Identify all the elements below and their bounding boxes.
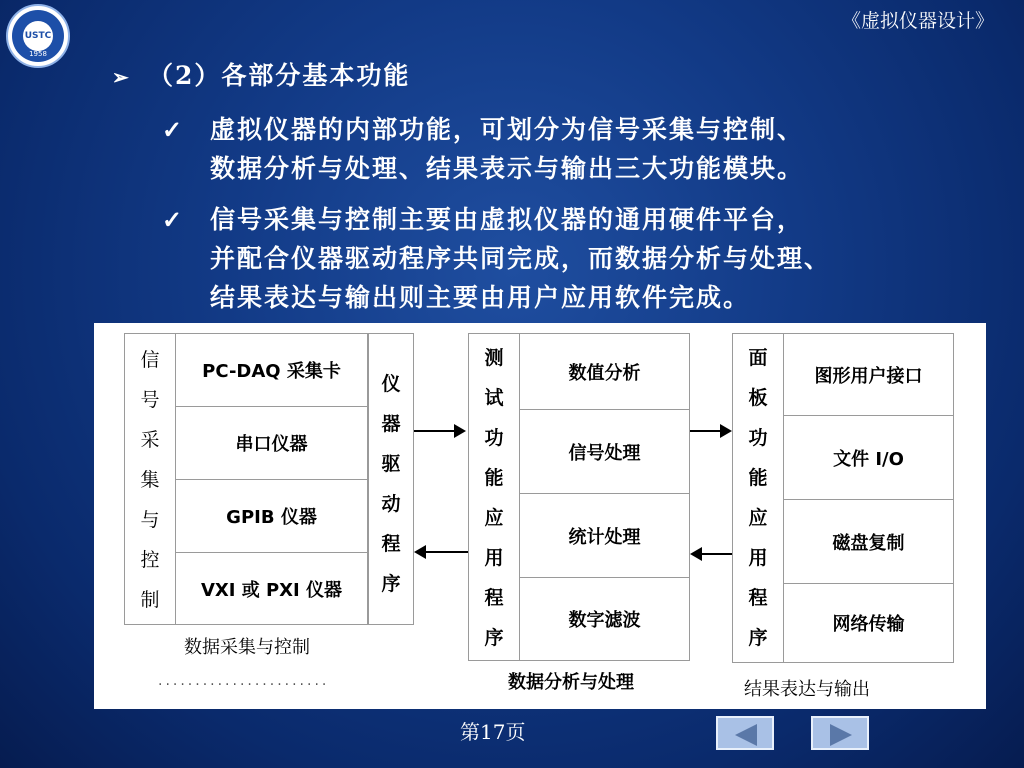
checkmark-icon: ✓ <box>162 115 185 144</box>
course-title: 《虚拟仪器设计》 <box>841 10 994 32</box>
arrow-bullet-icon: ➢ <box>112 65 131 89</box>
output-side-label: 面 板 功 能 应 用 程 序 <box>748 347 768 649</box>
cell-numeric-analysis: 数值分析 <box>520 334 689 410</box>
output-side-column <box>733 334 784 662</box>
cell-network-transfer: 网络传输 <box>832 614 905 635</box>
arrow-analysis-to-output <box>690 430 730 432</box>
triangle-right-icon <box>830 724 852 746</box>
cell-statistical-processing: 统计处理 <box>520 494 689 578</box>
cell-disk-copy: 磁盘复制 <box>784 500 953 584</box>
acquisition-caption: 数据采集与控制 <box>184 637 310 658</box>
arrow-analysis-to-driver <box>416 551 468 553</box>
cell-gui: 图形用户接口 <box>784 334 953 416</box>
analysis-caption: 数据分析与处理 <box>508 672 634 693</box>
output-block <box>732 333 954 663</box>
page-number: 第17页 <box>460 720 526 744</box>
logo-text: USTC <box>24 31 52 41</box>
cell-serial-instrument: 串口仪器 <box>176 407 367 480</box>
analysis-block <box>468 333 690 661</box>
cell-signal-processing: 信号处理 <box>520 410 689 494</box>
check-item-2 <box>162 200 831 317</box>
cell-gpib-instrument: GPIB 仪器 <box>176 480 367 553</box>
logo-year: 1958 <box>29 50 47 58</box>
check-item-1-line-1: 虚拟仪器的内部功能，可划分为信号采集与控制、 <box>210 115 805 144</box>
cell-vxi-pxi-instrument: VXI 或 PXI 仪器 <box>200 579 343 601</box>
triangle-left-icon <box>735 724 757 746</box>
arrow-driver-to-analysis <box>414 430 464 432</box>
cell-file-io: 文件 I/O <box>784 416 953 500</box>
acquisition-block <box>124 333 368 625</box>
check-item-2-line-3: 结果表达与输出则主要由用户应用软件完成。 <box>210 283 751 312</box>
check-item-2-line-2: 并配合仪器驱动程序共同完成，而数据分析与处理、 <box>210 244 832 273</box>
check-item-2-line-1: 信号采集与控制主要由虚拟仪器的通用硬件平台， <box>210 205 805 234</box>
driver-block <box>368 333 414 625</box>
cell-pc-daq: PC-DAQ 采集卡 <box>176 334 367 407</box>
check-item-1 <box>162 110 804 188</box>
check-item-1-line-2: 数据分析与处理、结果表示与输出三大功能模块。 <box>210 154 805 183</box>
analysis-side-column <box>469 334 520 660</box>
driver-label: 仪 器 驱 动 程 序 <box>381 373 401 595</box>
analysis-side-label: 测 试 功 能 应 用 程 序 <box>484 347 504 649</box>
placeholder-dots: ······················· <box>158 677 330 693</box>
section-heading-text: （2）各部分基本功能 <box>148 61 411 90</box>
acquisition-side-column <box>125 334 176 624</box>
prev-slide-button[interactable] <box>716 716 774 750</box>
section-heading <box>112 56 410 92</box>
cell-digital-filtering: 数字滤波 <box>568 610 641 631</box>
checkmark-icon: ✓ <box>162 205 185 234</box>
function-module-diagram <box>94 323 986 709</box>
output-caption: 结果表达与输出 <box>744 679 870 700</box>
acquisition-side-label: 信 号 采 集 与 控 制 <box>140 349 160 611</box>
arrow-output-to-analysis <box>692 553 732 555</box>
university-logo <box>6 4 70 68</box>
next-slide-button[interactable] <box>811 716 869 750</box>
